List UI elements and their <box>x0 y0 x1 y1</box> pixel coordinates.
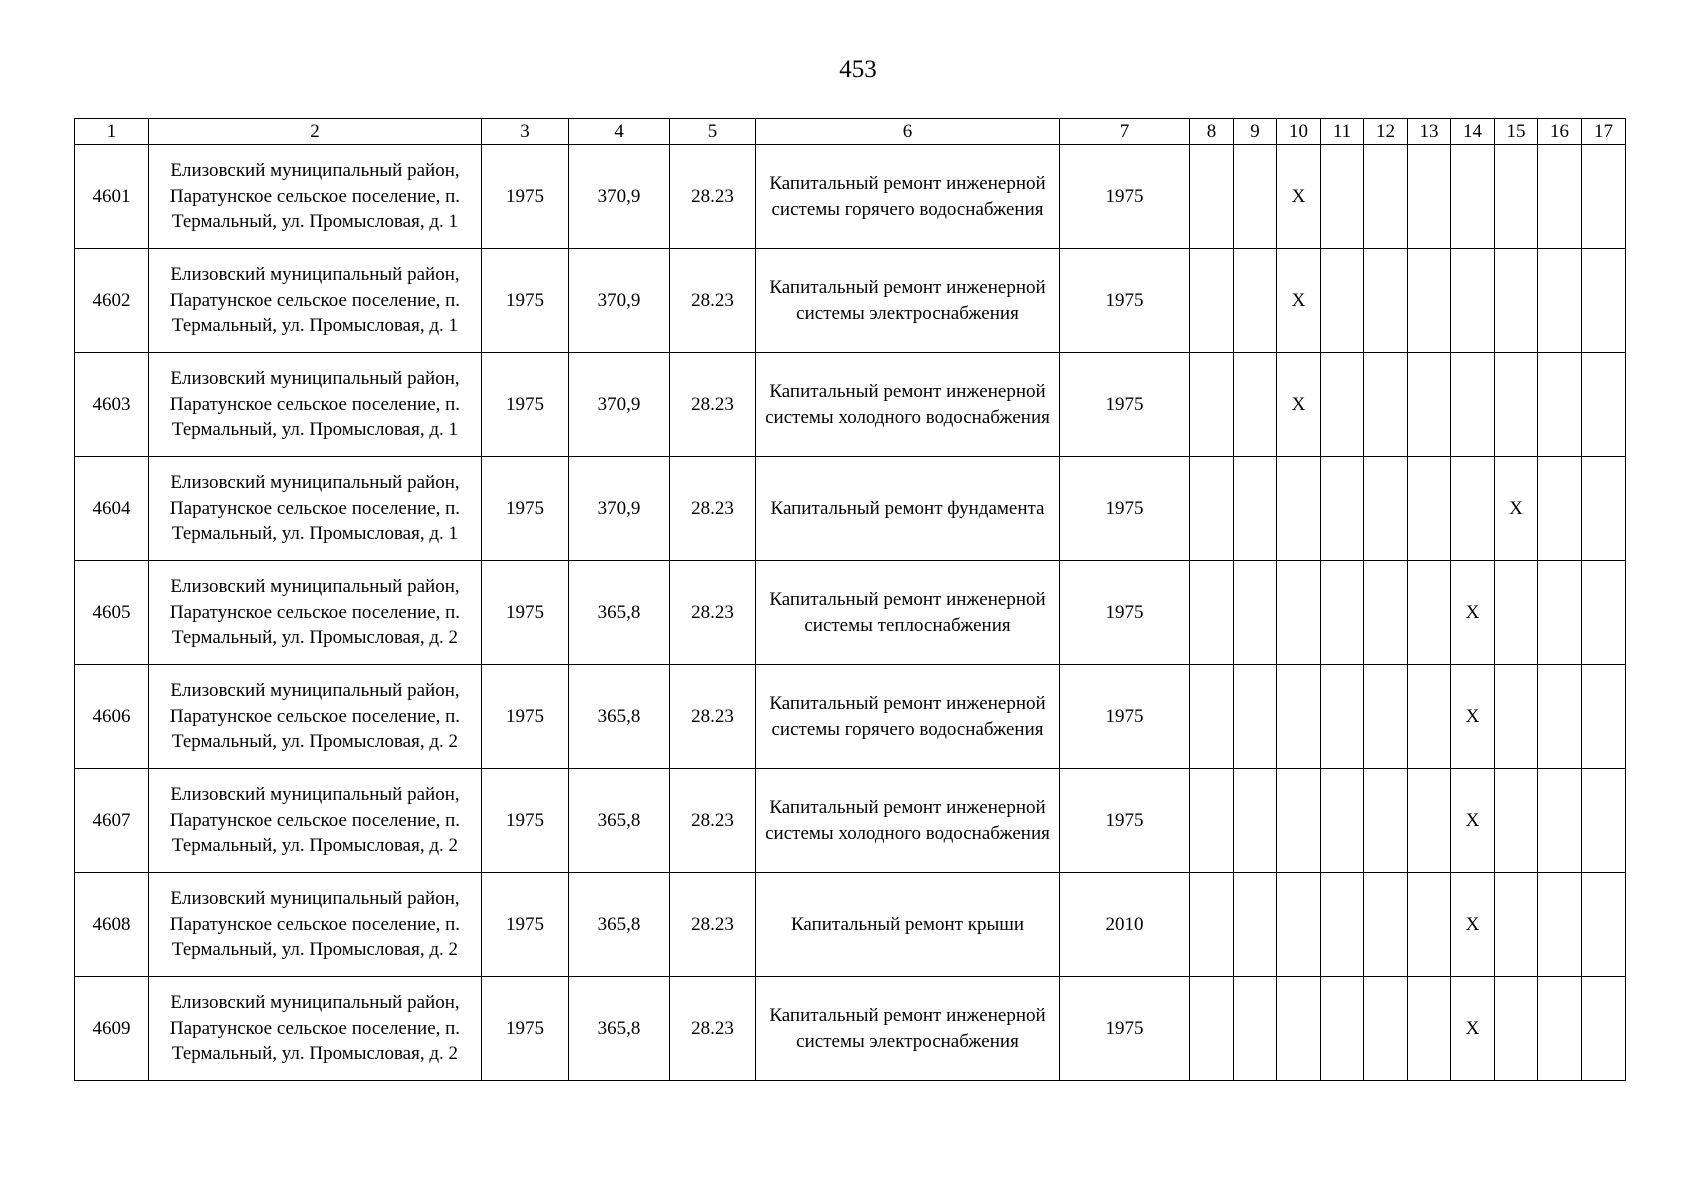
mark-cell: X <box>1277 145 1321 249</box>
year-last-repair-cell: 2010 <box>1060 873 1190 977</box>
rate-cell: 28.23 <box>670 457 756 561</box>
row-id-cell: 4609 <box>75 977 149 1081</box>
work-type-cell: Капитальный ремонт инженерной системы электроснабжения <box>756 249 1060 353</box>
area-cell: 365,8 <box>569 769 670 873</box>
area-cell: 365,8 <box>569 561 670 665</box>
empty-cell <box>1364 145 1408 249</box>
empty-cell <box>1495 561 1538 665</box>
mark-cell: X <box>1451 665 1495 769</box>
empty-cell <box>1277 665 1321 769</box>
empty-cell <box>1538 873 1582 977</box>
work-type-cell: Капитальный ремонт инженерной системы теплоснабжения <box>756 561 1060 665</box>
table-row <box>75 977 1626 1081</box>
empty-cell <box>1234 457 1277 561</box>
empty-cell <box>1321 665 1364 769</box>
year-built-cell: 1975 <box>482 873 569 977</box>
year-last-repair-cell: 1975 <box>1060 249 1190 353</box>
empty-cell <box>1364 873 1408 977</box>
empty-cell <box>1364 457 1408 561</box>
empty-cell <box>1451 353 1495 457</box>
empty-cell <box>1234 977 1277 1081</box>
mark-cell: X <box>1277 249 1321 353</box>
row-id-cell: 4602 <box>75 249 149 353</box>
empty-cell <box>1277 873 1321 977</box>
year-last-repair-cell: 1975 <box>1060 769 1190 873</box>
column-number-17: 17 <box>1582 119 1626 145</box>
area-cell: 370,9 <box>569 457 670 561</box>
year-built-cell: 1975 <box>482 665 569 769</box>
area-cell: 365,8 <box>569 873 670 977</box>
address-cell: Елизовский муниципальный район, Паратунское сельское поселение, п. Термальный, ул. Промысловая, д. 2 <box>149 769 482 873</box>
column-number-3: 3 <box>482 119 569 145</box>
address-cell: Елизовский муниципальный район, Паратунское сельское поселение, п. Термальный, ул. Промысловая, д. 2 <box>149 977 482 1081</box>
empty-cell <box>1277 457 1321 561</box>
rate-cell: 28.23 <box>670 249 756 353</box>
empty-cell <box>1538 561 1582 665</box>
empty-cell <box>1234 145 1277 249</box>
empty-cell <box>1495 665 1538 769</box>
table-row <box>75 665 1626 769</box>
work-type-cell: Капитальный ремонт фундамента <box>756 457 1060 561</box>
mark-cell: X <box>1451 769 1495 873</box>
area-cell: 370,9 <box>569 249 670 353</box>
empty-cell <box>1408 769 1451 873</box>
empty-cell <box>1364 665 1408 769</box>
empty-cell <box>1582 249 1626 353</box>
address-cell: Елизовский муниципальный район, Паратунское сельское поселение, п. Термальный, ул. Промысловая, д. 1 <box>149 145 482 249</box>
mark-cell: X <box>1451 977 1495 1081</box>
rate-cell: 28.23 <box>670 665 756 769</box>
rate-cell: 28.23 <box>670 561 756 665</box>
column-number-row <box>75 119 1626 145</box>
area-cell: 365,8 <box>569 665 670 769</box>
rate-cell: 28.23 <box>670 769 756 873</box>
empty-cell <box>1277 769 1321 873</box>
empty-cell <box>1538 977 1582 1081</box>
empty-cell <box>1408 457 1451 561</box>
table-row <box>75 457 1626 561</box>
empty-cell <box>1582 665 1626 769</box>
work-type-cell: Капитальный ремонт инженерной системы горячего водоснабжения <box>756 665 1060 769</box>
empty-cell <box>1408 561 1451 665</box>
empty-cell <box>1364 249 1408 353</box>
row-id-cell: 4605 <box>75 561 149 665</box>
empty-cell <box>1190 665 1234 769</box>
mark-cell: X <box>1451 873 1495 977</box>
empty-cell <box>1495 769 1538 873</box>
year-built-cell: 1975 <box>482 353 569 457</box>
table-row <box>75 561 1626 665</box>
column-number-6: 6 <box>756 119 1060 145</box>
empty-cell <box>1321 873 1364 977</box>
mark-cell: X <box>1277 353 1321 457</box>
empty-cell <box>1234 665 1277 769</box>
table-row <box>75 145 1626 249</box>
empty-cell <box>1408 665 1451 769</box>
empty-cell <box>1321 457 1364 561</box>
empty-cell <box>1408 249 1451 353</box>
table-row <box>75 353 1626 457</box>
column-number-13: 13 <box>1408 119 1451 145</box>
empty-cell <box>1582 561 1626 665</box>
empty-cell <box>1364 977 1408 1081</box>
empty-cell <box>1321 561 1364 665</box>
empty-cell <box>1190 249 1234 353</box>
empty-cell <box>1321 249 1364 353</box>
column-number-7: 7 <box>1060 119 1190 145</box>
empty-cell <box>1408 873 1451 977</box>
year-built-cell: 1975 <box>482 561 569 665</box>
empty-cell <box>1451 457 1495 561</box>
empty-cell <box>1234 873 1277 977</box>
empty-cell <box>1408 145 1451 249</box>
column-number-15: 15 <box>1495 119 1538 145</box>
work-type-cell: Капитальный ремонт крыши <box>756 873 1060 977</box>
mark-cell: X <box>1451 561 1495 665</box>
column-number-2: 2 <box>149 119 482 145</box>
empty-cell <box>1582 977 1626 1081</box>
empty-cell <box>1277 977 1321 1081</box>
empty-cell <box>1582 145 1626 249</box>
empty-cell <box>1495 249 1538 353</box>
empty-cell <box>1538 665 1582 769</box>
rate-cell: 28.23 <box>670 873 756 977</box>
empty-cell <box>1408 977 1451 1081</box>
row-id-cell: 4601 <box>75 145 149 249</box>
address-cell: Елизовский муниципальный район, Паратунское сельское поселение, п. Термальный, ул. Промысловая, д. 1 <box>149 353 482 457</box>
empty-cell <box>1495 353 1538 457</box>
year-last-repair-cell: 1975 <box>1060 457 1190 561</box>
empty-cell <box>1451 145 1495 249</box>
repair-register-table <box>74 118 1626 1081</box>
empty-cell <box>1364 769 1408 873</box>
empty-cell <box>1538 145 1582 249</box>
empty-cell <box>1190 561 1234 665</box>
empty-cell <box>1582 769 1626 873</box>
empty-cell <box>1582 873 1626 977</box>
empty-cell <box>1277 561 1321 665</box>
column-number-1: 1 <box>75 119 149 145</box>
empty-cell <box>1190 457 1234 561</box>
empty-cell <box>1582 457 1626 561</box>
address-cell: Елизовский муниципальный район, Паратунское сельское поселение, п. Термальный, ул. Промысловая, д. 1 <box>149 457 482 561</box>
row-id-cell: 4604 <box>75 457 149 561</box>
address-cell: Елизовский муниципальный район, Паратунское сельское поселение, п. Термальный, ул. Промысловая, д. 1 <box>149 249 482 353</box>
year-built-cell: 1975 <box>482 249 569 353</box>
year-last-repair-cell: 1975 <box>1060 665 1190 769</box>
work-type-cell: Капитальный ремонт инженерной системы горячего водоснабжения <box>756 145 1060 249</box>
empty-cell <box>1234 353 1277 457</box>
empty-cell <box>1538 457 1582 561</box>
table-row <box>75 769 1626 873</box>
empty-cell <box>1234 249 1277 353</box>
empty-cell <box>1190 353 1234 457</box>
rate-cell: 28.23 <box>670 353 756 457</box>
mark-cell: X <box>1495 457 1538 561</box>
empty-cell <box>1190 145 1234 249</box>
year-built-cell: 1975 <box>482 977 569 1081</box>
year-built-cell: 1975 <box>482 145 569 249</box>
empty-cell <box>1364 561 1408 665</box>
empty-cell <box>1321 353 1364 457</box>
row-id-cell: 4608 <box>75 873 149 977</box>
empty-cell <box>1234 561 1277 665</box>
column-number-8: 8 <box>1190 119 1234 145</box>
area-cell: 370,9 <box>569 353 670 457</box>
empty-cell <box>1190 769 1234 873</box>
year-last-repair-cell: 1975 <box>1060 561 1190 665</box>
empty-cell <box>1234 769 1277 873</box>
empty-cell <box>1495 977 1538 1081</box>
address-cell: Елизовский муниципальный район, Паратунское сельское поселение, п. Термальный, ул. Промысловая, д. 2 <box>149 561 482 665</box>
column-number-10: 10 <box>1277 119 1321 145</box>
empty-cell <box>1495 145 1538 249</box>
rate-cell: 28.23 <box>670 977 756 1081</box>
column-number-5: 5 <box>670 119 756 145</box>
year-last-repair-cell: 1975 <box>1060 145 1190 249</box>
column-number-16: 16 <box>1538 119 1582 145</box>
work-type-cell: Капитальный ремонт инженерной системы холодного водоснабжения <box>756 769 1060 873</box>
area-cell: 370,9 <box>569 145 670 249</box>
empty-cell <box>1321 977 1364 1081</box>
empty-cell <box>1538 249 1582 353</box>
address-cell: Елизовский муниципальный район, Паратунское сельское поселение, п. Термальный, ул. Промысловая, д. 2 <box>149 665 482 769</box>
empty-cell <box>1321 145 1364 249</box>
empty-cell <box>1582 353 1626 457</box>
year-last-repair-cell: 1975 <box>1060 977 1190 1081</box>
column-number-11: 11 <box>1321 119 1364 145</box>
empty-cell <box>1364 353 1408 457</box>
column-number-12: 12 <box>1364 119 1408 145</box>
work-type-cell: Капитальный ремонт инженерной системы холодного водоснабжения <box>756 353 1060 457</box>
empty-cell <box>1321 769 1364 873</box>
empty-cell <box>1408 353 1451 457</box>
column-number-14: 14 <box>1451 119 1495 145</box>
year-built-cell: 1975 <box>482 457 569 561</box>
empty-cell <box>1538 353 1582 457</box>
row-id-cell: 4606 <box>75 665 149 769</box>
table-row <box>75 873 1626 977</box>
page-number: 453 <box>839 56 877 83</box>
column-number-4: 4 <box>569 119 670 145</box>
work-type-cell: Капитальный ремонт инженерной системы электроснабжения <box>756 977 1060 1081</box>
empty-cell <box>1495 873 1538 977</box>
column-number-9: 9 <box>1234 119 1277 145</box>
empty-cell <box>1190 977 1234 1081</box>
empty-cell <box>1538 769 1582 873</box>
year-last-repair-cell: 1975 <box>1060 353 1190 457</box>
empty-cell <box>1451 249 1495 353</box>
year-built-cell: 1975 <box>482 769 569 873</box>
rate-cell: 28.23 <box>670 145 756 249</box>
table-row <box>75 249 1626 353</box>
row-id-cell: 4607 <box>75 769 149 873</box>
area-cell: 365,8 <box>569 977 670 1081</box>
address-cell: Елизовский муниципальный район, Паратунское сельское поселение, п. Термальный, ул. Промысловая, д. 2 <box>149 873 482 977</box>
empty-cell <box>1190 873 1234 977</box>
row-id-cell: 4603 <box>75 353 149 457</box>
